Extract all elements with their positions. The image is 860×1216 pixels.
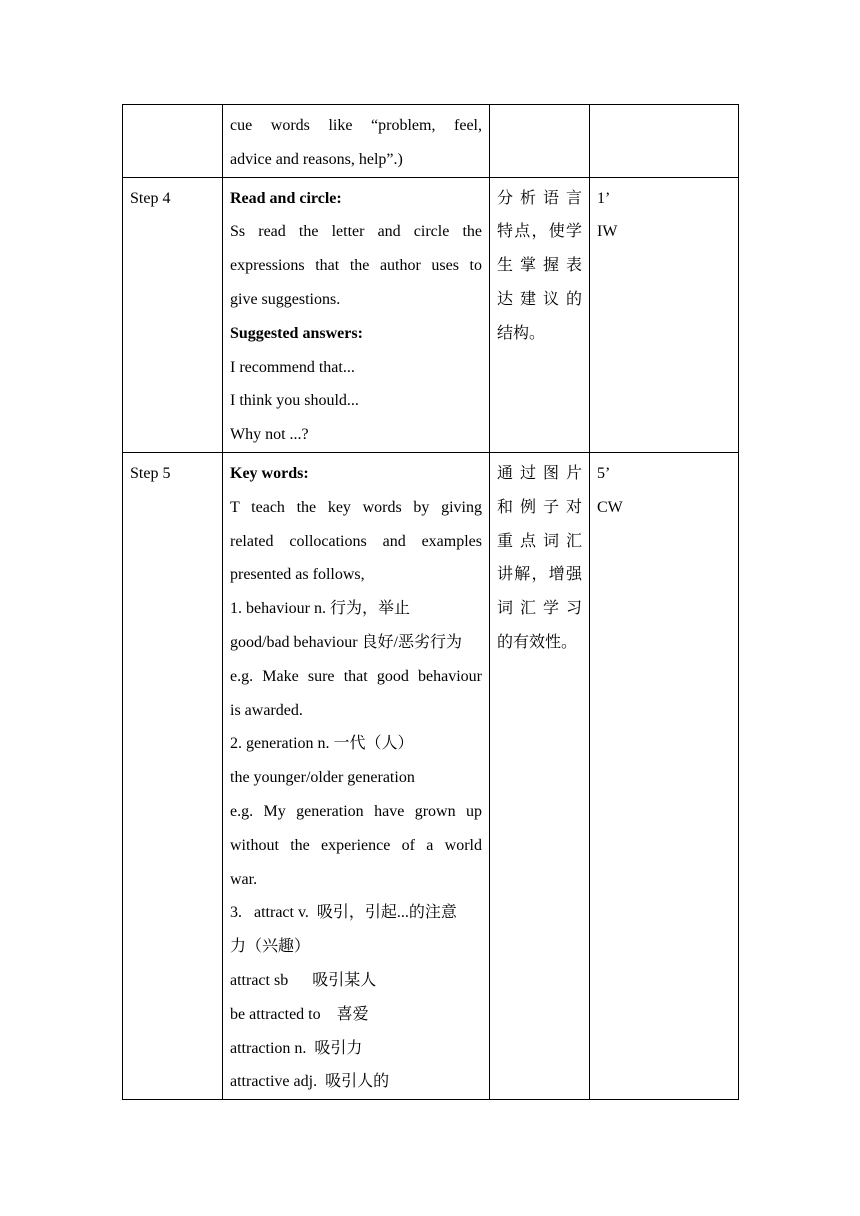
- content-line: e.g. Make sure that good behaviour: [230, 667, 482, 685]
- mode-value: CW: [597, 498, 623, 516]
- answer-line: I think you should...: [230, 392, 359, 410]
- purpose-cell: [490, 177, 590, 452]
- content-line: war.: [230, 870, 258, 888]
- purpose-cell: [490, 452, 590, 1099]
- purpose-line: 生掌握表: [497, 257, 582, 275]
- purpose-line: 重点词汇: [497, 532, 582, 550]
- content-line: cue words like “problem, feel,: [230, 117, 482, 134]
- step-cell: [123, 105, 223, 178]
- step-cell: Step 4: [123, 177, 223, 452]
- content-line: attract sb 吸引某人: [230, 971, 377, 989]
- purpose-line: 和例子对: [497, 498, 582, 516]
- purpose-line: 分析语言: [497, 189, 582, 207]
- content-line: is awarded.: [230, 701, 303, 719]
- content-line: 2. generation n. 一代（人）: [230, 735, 414, 753]
- content-line: the younger/older generation: [230, 769, 415, 787]
- time-value: 1’: [597, 189, 611, 207]
- table-row: [123, 452, 739, 1099]
- time-mode-cell: [590, 105, 739, 178]
- purpose-line: 讲解，增强: [497, 566, 582, 584]
- step-cell: Step 5: [123, 452, 223, 1099]
- table-row: [123, 177, 739, 452]
- purpose-cell: [490, 105, 590, 178]
- activity-heading: Key words:: [230, 464, 309, 482]
- time-value: 5’: [597, 464, 611, 482]
- content-cell: [223, 105, 490, 178]
- purpose-line: 通过图片: [497, 464, 582, 482]
- answers-heading: Suggested answers:: [230, 324, 363, 342]
- content-cell: [223, 177, 490, 452]
- answer-line: I recommend that...: [230, 358, 355, 376]
- content-line: e.g. My generation have grown up: [230, 802, 482, 820]
- time-mode-cell: [590, 177, 739, 452]
- content-line: related collocations and examples: [230, 532, 482, 550]
- purpose-line: 结构。: [497, 324, 546, 342]
- content-line: be attracted to 喜爱: [230, 1005, 369, 1023]
- content-line: 1. behaviour n. 行为，举止: [230, 600, 410, 618]
- content-line: without the experience of a world: [230, 836, 482, 854]
- content-line: presented as follows,: [230, 566, 365, 584]
- purpose-line: 达建议的: [497, 290, 582, 308]
- lesson-plan-table: [122, 104, 739, 1100]
- content-line: expressions that the author uses to: [230, 257, 482, 275]
- purpose-line: 的有效性。: [497, 633, 578, 651]
- content-line: 力（兴趣）: [230, 938, 311, 956]
- content-line: 3. attract v. 吸引，引起...的注意: [230, 904, 457, 922]
- activity-heading: Read and circle:: [230, 189, 342, 207]
- content-line: advice and reasons, help”.): [230, 150, 403, 168]
- time-mode-cell: [590, 452, 739, 1099]
- content-line: T teach the key words by giving: [230, 498, 482, 516]
- content-line: give suggestions.: [230, 290, 341, 308]
- mode-value: IW: [597, 223, 618, 241]
- content-line: Ss read the letter and circle the: [230, 223, 482, 241]
- content-cell: [223, 452, 490, 1099]
- content-line: good/bad behaviour 良好/恶劣行为: [230, 633, 462, 651]
- answer-line: Why not ...?: [230, 426, 309, 444]
- content-line: attractive adj. 吸引人的: [230, 1073, 390, 1091]
- purpose-line: 特点，使学: [497, 223, 582, 241]
- table-row: [123, 105, 739, 178]
- content-line: attraction n. 吸引力: [230, 1039, 363, 1057]
- purpose-line: 词汇学习: [497, 600, 582, 618]
